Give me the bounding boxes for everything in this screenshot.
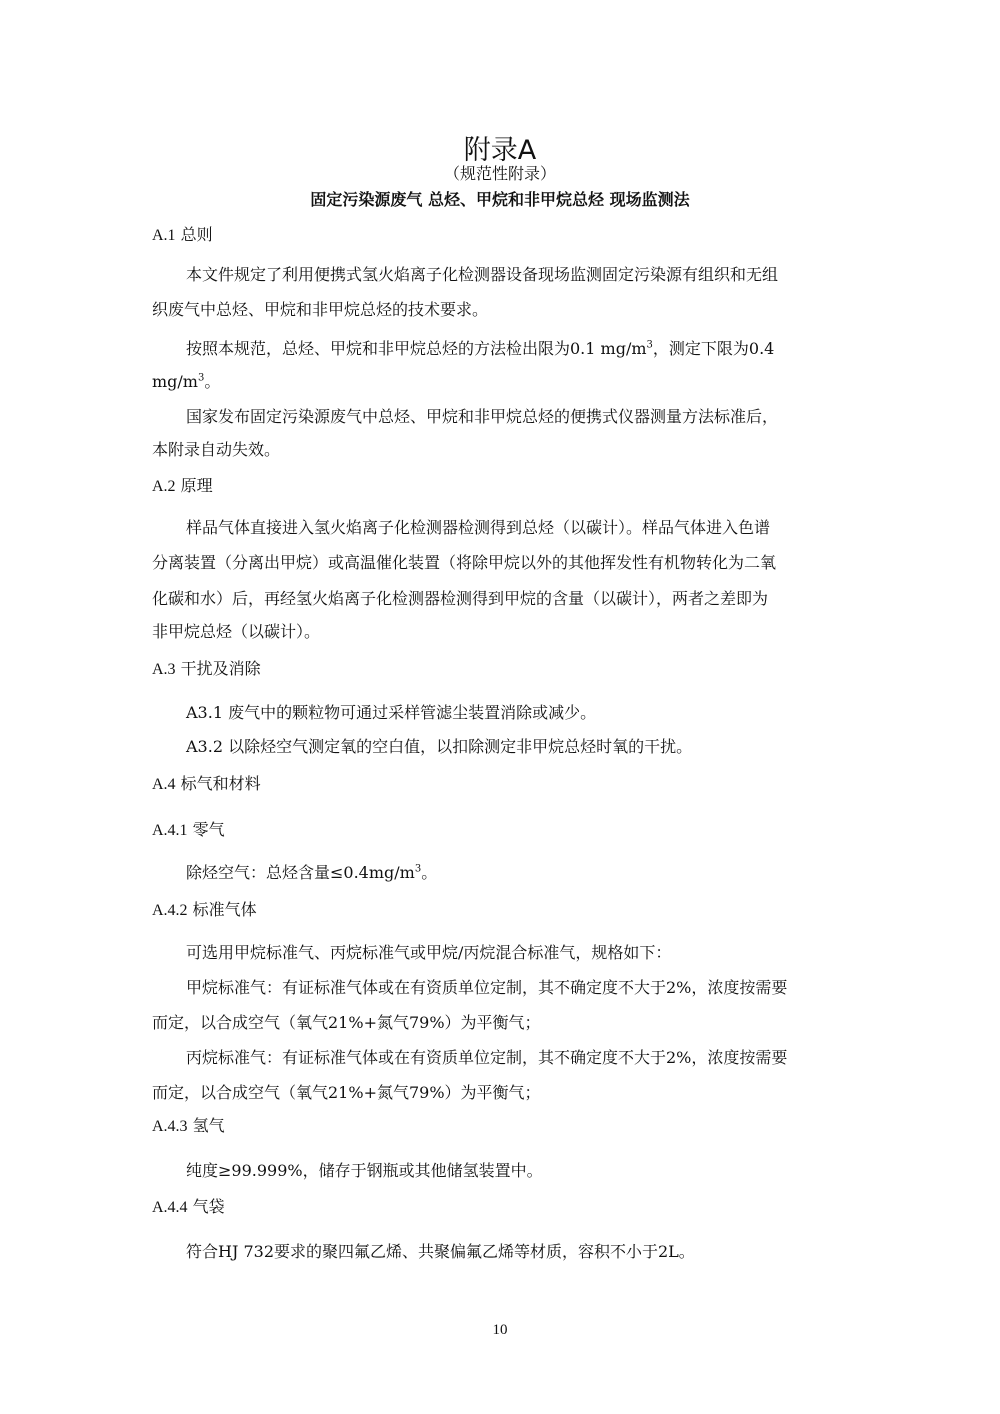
section-title: 气袋	[192, 1197, 225, 1216]
section-title: 标气和材料	[180, 774, 261, 793]
paragraph-line: 样品气体直接进入氢火焰离子化检测器检测得到总烃（以碳计）。样品气体进入色谱	[186, 518, 771, 537]
section-number: A.4.1	[152, 822, 188, 839]
paragraph-line: A3.1 废气中的颗粒物可通过采样管滤尘装置消除或减少。	[186, 703, 597, 722]
subsection-heading-a44	[152, 1194, 225, 1217]
section-title: 标准气体	[192, 900, 257, 919]
text-span: 按照本规范，总烃、甲烷和非甲烷总烃的方法检出限为0.1 mg/m	[186, 339, 647, 358]
section-title: 零气	[192, 820, 225, 839]
section-number: A.1	[152, 227, 176, 244]
paragraph-line: 本文件规定了利用便携式氢火焰离子化检测器设备现场监测固定污染源有组织和无组	[186, 265, 779, 284]
paragraph-line: 纯度≥99.999%，储存于钢瓶或其他储氢装置中。	[186, 1161, 543, 1180]
section-title: 干扰及消除	[180, 659, 261, 678]
paragraph-line	[186, 331, 886, 366]
section-number: A.4.2	[152, 902, 188, 919]
superscript: 3	[414, 863, 422, 875]
paragraph-line: 丙烷标准气：有证标准气体或在有资质单位定制，其不确定度不大于2%，浓度按需要	[186, 1048, 788, 1067]
superscript: 3	[646, 339, 653, 351]
appendix-heading: 固定污染源废气 总烃、甲烷和非甲烷总烃 现场监测法	[310, 190, 690, 209]
text-span: 。	[204, 372, 221, 391]
paragraph-line: 本附录自动失效。	[152, 440, 281, 459]
paragraph-line: 可选用甲烷标准气、丙烷标准气或甲烷/丙烷混合标准气，规格如下：	[186, 943, 672, 962]
text-span: mg/m	[152, 372, 198, 391]
section-title: 总则	[180, 225, 213, 244]
text-span: ，测定下限为0.4	[652, 339, 775, 358]
section-title: 氢气	[192, 1116, 225, 1135]
paragraph-line: 织废气中总烃、甲烷和非甲烷总烃的技术要求。	[152, 300, 489, 319]
section-number: A.4	[152, 776, 176, 793]
section-number: A.4.3	[152, 1118, 188, 1135]
subsection-heading-a42	[152, 897, 257, 920]
paragraph-line: 分离装置（分离出甲烷）或高温催化装置（将除甲烷以外的其他挥发性有机物转化为二氧	[152, 553, 777, 572]
paragraph-line: 而定，以合成空气（氧气21%+氮气79%）为平衡气；	[152, 1013, 541, 1032]
section-heading-a3	[152, 656, 261, 679]
page-number: 10	[492, 1322, 508, 1338]
appendix-subtitle: （规范性附录）	[443, 164, 556, 183]
paragraph-line: 化碳和水）后，再经氢火焰离子化检测器检测得到甲烷的含量（以碳计），两者之差即为	[152, 589, 769, 608]
section-number: A.4.4	[152, 1199, 188, 1216]
paragraph-line: 甲烷标准气：有证标准气体或在有资质单位定制，其不确定度不大于2%，浓度按需要	[186, 978, 788, 997]
section-heading-a4	[152, 771, 261, 794]
subsection-heading-a41	[152, 817, 225, 840]
subsection-heading-a43	[152, 1113, 225, 1136]
text-span: 。	[421, 863, 438, 882]
section-heading-a2	[152, 473, 213, 496]
section-number: A.3	[152, 661, 176, 678]
section-number: A.2	[152, 478, 176, 495]
paragraph-line: 符合HJ 732要求的聚四氟乙烯、共聚偏氟乙烯等材质，容积不小于2L。	[186, 1242, 695, 1261]
section-heading-a1	[152, 222, 213, 245]
appendix-title: 附录A	[463, 135, 537, 166]
paragraph-line: 非甲烷总烃（以碳计）。	[152, 622, 321, 641]
text-span: 除烃空气：总烃含量≤0.4mg/m	[186, 863, 415, 882]
paragraph-line	[152, 364, 852, 399]
paragraph-line: 国家发布固定污染源废气中总烃、甲烷和非甲烷总烃的便携式仪器测量方法标准后，	[186, 407, 779, 426]
paragraph-line: A3.2 以除烃空气测定氧的空白值，以扣除测定非甲烷总烃时氧的干扰。	[186, 737, 693, 756]
paragraph-line	[186, 855, 886, 890]
section-title: 原理	[180, 476, 213, 495]
superscript: 3	[197, 372, 205, 384]
paragraph-line: 而定，以合成空气（氧气21%+氮气79%）为平衡气；	[152, 1083, 541, 1102]
